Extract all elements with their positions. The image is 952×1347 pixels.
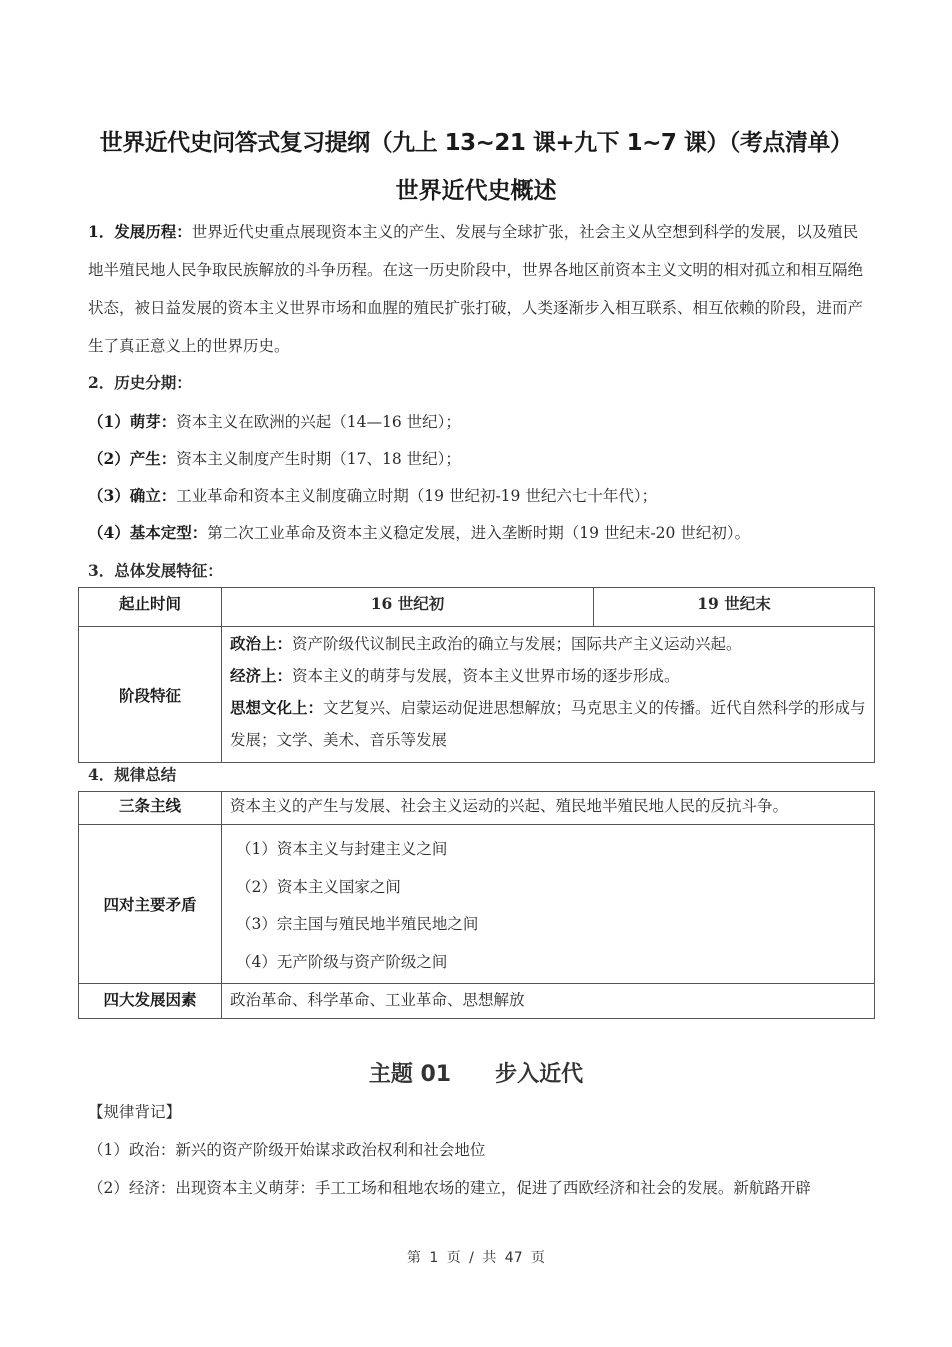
section-3-heading: 3．总体发展特征： [88, 561, 223, 580]
table-row [79, 627, 875, 763]
feature-line: 政治上：资产阶级代议制民主政治的确立与发展；国际共产主义运动兴起。 [230, 634, 742, 653]
row-label: 阶段特征 [79, 627, 222, 763]
row-label: 四对主要矛盾 [79, 825, 222, 984]
contradiction-item: （3）宗主国与殖民地半殖民地之间 [236, 915, 479, 933]
page-number: 第 1 页 / 共 47 页 [406, 1250, 546, 1266]
table-row [79, 792, 875, 825]
period-item: （3）确立：工业革命和资本主义制度确立时期（19 世纪初-19 世纪六七十年代）； [88, 486, 658, 505]
contradiction-item: （2）资本主义国家之间 [236, 877, 401, 896]
theme-number: 主题 01 [368, 1062, 452, 1087]
row-content: 政治革命、科学革命、工业革命、思想解放 [222, 984, 875, 1019]
feature-line: 经济上：资本主义的萌芽与发展，资本主义世界市场的逐步形成。 [230, 666, 680, 685]
row-content [222, 825, 875, 984]
theme-subheading: 【规律背记】 [88, 1103, 182, 1121]
section-1-label: 1．发展历程： [88, 222, 192, 241]
theme-item: （2）经济：出现资本主义萌芽：手工工场和租地农场的建立，促进了西欧经济和社会的发展。新航路开辟 [88, 1179, 811, 1197]
row-content: 资本主义的产生与发展、社会主义运动的兴起、殖民地半殖民地人民的反抗斗争。 [222, 792, 875, 825]
row-label: 四大发展因素 [79, 984, 222, 1019]
stage-features-cell [222, 627, 875, 763]
table-row [79, 984, 875, 1019]
section-2-heading: 2．历史分期： [88, 373, 192, 392]
theme-name: 步入近代 [495, 1062, 584, 1087]
document-subtitle: 世界近代史概述 [395, 178, 557, 204]
feature-line: 思想文化上：文艺复兴、启蒙运动促进思想解放；马克思主义的传播。近代自然科学的形成与发展；文学、美术、音乐等发展 [230, 698, 866, 749]
contradiction-item: （1）资本主义与封建主义之间 [236, 840, 448, 858]
table-header-cell: 16 世纪初 [222, 588, 594, 627]
theme-title [0, 1057, 952, 1088]
theme-item: （1）政治：新兴的资产阶级开始谋求政治权利和社会地位 [88, 1141, 486, 1159]
period-item: （4）基本定型：第二次工业革命及资本主义稳定发展，进入垄断时期（19 世纪末-20 世纪初）。 [88, 523, 751, 542]
section-4-heading: 4．规律总结 [88, 765, 177, 784]
section-1-paragraph [88, 213, 872, 365]
period-item: （1）萌芽：资本主义在欧洲的兴起（14—16 世纪）； [88, 412, 461, 431]
contradiction-item: （4）无产阶级与资产阶级之间 [236, 952, 448, 971]
row-label: 三条主线 [79, 792, 222, 825]
table-row [79, 825, 875, 984]
features-table [78, 587, 875, 763]
summary-table [78, 791, 875, 1019]
table-header-cell: 19 世纪末 [594, 588, 875, 627]
table-header-row [79, 588, 875, 627]
document-title: 世界近代史问答式复习提纲（九上 13~21 课+九下 1~7 课）（考点清单） [99, 130, 853, 156]
table-header-cell: 起止时间 [79, 588, 222, 627]
section-1-text: 世界近代史重点展现资本主义的产生、发展与全球扩张，社会主义从空想到科学的发展，以及殖民地半殖民地人民争取民族解放的斗争历程。在这一历史阶段中，世界各地区前资本主义文明的相对孤立和相互隔绝状态，被日益发展的资本主义世界市场和血腥的殖民扩张打破，人类逐渐步入相互联系、相互依赖的阶段，进而产生了真正意义上的世界历史。 [88, 223, 864, 355]
period-item: （2）产生：资本主义制度产生时期（17、18 世纪）； [88, 449, 461, 468]
